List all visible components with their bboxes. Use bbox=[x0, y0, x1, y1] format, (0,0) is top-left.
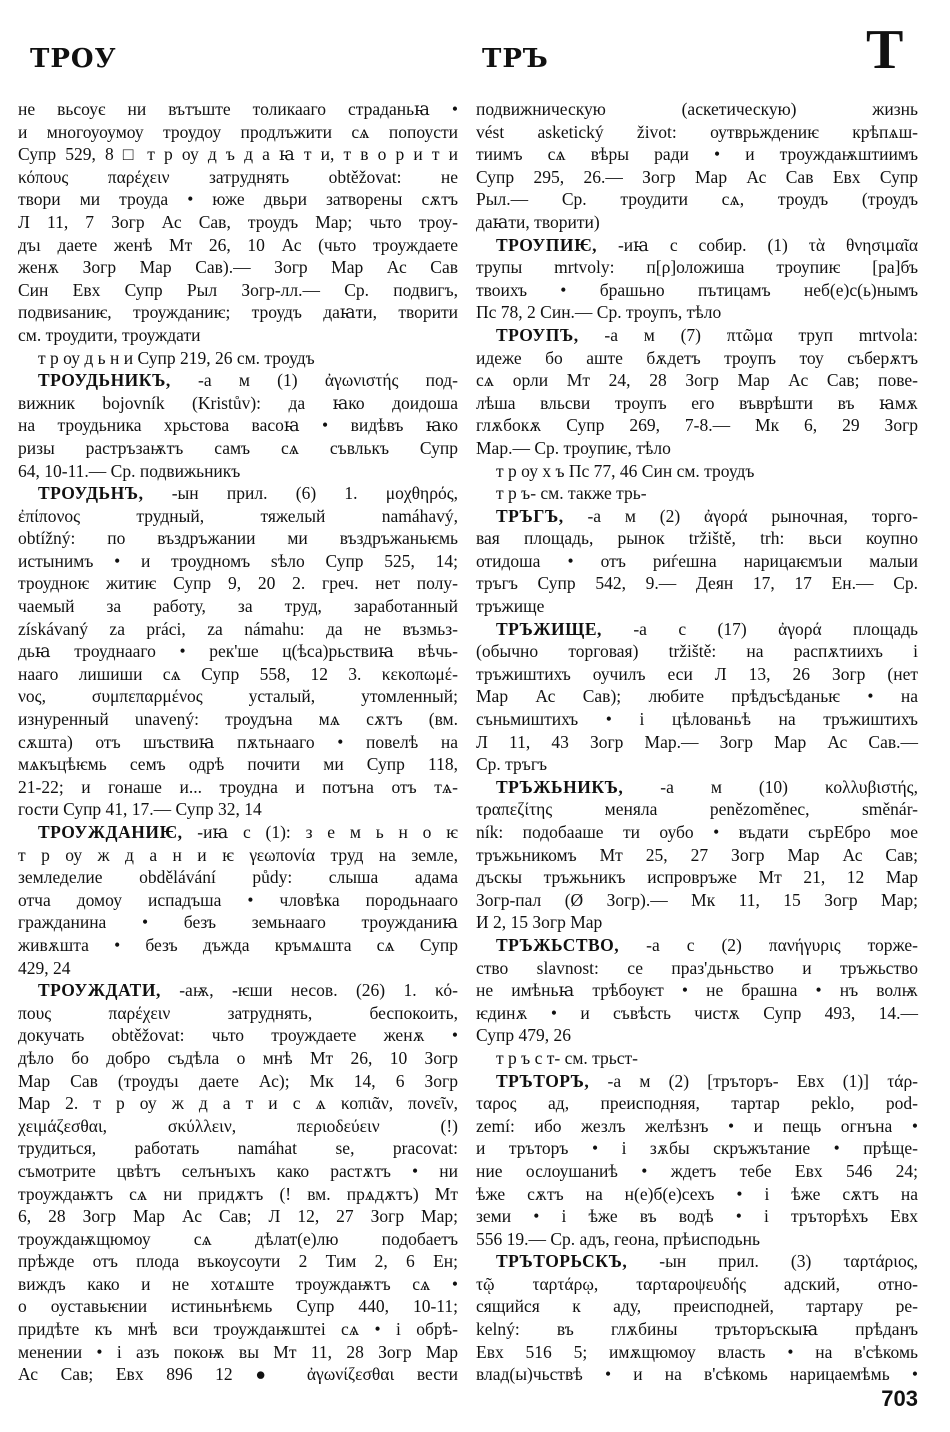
text-line: Мар Сав (троудъı даете Ас); Мк 14, 6 Зогр bbox=[18, 1070, 458, 1091]
text-line: тръжище bbox=[476, 596, 545, 617]
dictionary-entry bbox=[476, 1250, 918, 1386]
entry-text: -а м (1) ἀγωνιστής под- bbox=[198, 370, 458, 391]
text-line: на троудьника хрьстова васоꙗ • видѣвъ ꙗко bbox=[18, 415, 458, 436]
entry-paragraph bbox=[476, 482, 918, 505]
text-line: изнуренный unavený: троудъна мѧ сѫтъ (вм. bbox=[18, 709, 458, 730]
text-line: Супр 529, 8 □ т р оу д ъ д а ꙗ т и, т в о р и т и bbox=[18, 144, 458, 165]
text-line: Мар.— Ср. троупиѥ, тѣло bbox=[476, 437, 671, 458]
text-line: 429, 24 bbox=[18, 957, 71, 978]
dictionary-entry bbox=[476, 324, 918, 460]
text-line: нааго лишиши сѧ Супр 558, 12 3. κεκοπωμέ- bbox=[18, 663, 458, 684]
dictionary-entry bbox=[18, 979, 458, 1386]
text-line: живѫшта • безъ дъжда кръмѧшта сѧ Супр bbox=[18, 934, 458, 955]
entry-text: -иꙗ с собир. (1) τὰ θνησιμαῖα bbox=[617, 234, 918, 255]
text-line bbox=[476, 324, 918, 347]
text-line: сѫшта) отъ шъствиꙗ пѫтьнааго • повелѣ на bbox=[18, 731, 458, 752]
text-line: см. троудити, троуждати bbox=[18, 324, 201, 345]
entry-text: -ын прил. (3) ταρτάριος, bbox=[659, 1251, 918, 1272]
text-line bbox=[18, 482, 458, 505]
text-line: ризы растръзаѭтъ самъ сѧ съвлькъ Супр bbox=[18, 437, 458, 458]
dictionary-entry bbox=[18, 482, 458, 821]
text-line: троуждаѭтъ сѧ ни придѫтъ (! вм. прѧдѫтъ) Мт bbox=[18, 1183, 458, 1204]
entry-paragraph bbox=[18, 98, 458, 347]
text-line bbox=[476, 776, 918, 799]
dictionary-entry bbox=[476, 1070, 918, 1251]
text-line: т р ъ- см. также трь- bbox=[496, 483, 647, 504]
text-line: земи • і ѣже въ водѣ • і тръторѣхъ Евх bbox=[476, 1206, 918, 1227]
text-line: придѣте къ мнѣ вси троуждаѭштеі сѧ • і обрѣ- bbox=[18, 1319, 458, 1340]
text-line bbox=[476, 1070, 918, 1093]
entry-text: -а м (2) [тръторъ- Евх (1)] τάρ- bbox=[607, 1070, 919, 1091]
headword: ТРОУПЪ, bbox=[496, 324, 579, 345]
text-line bbox=[476, 1250, 918, 1273]
text-line: 6, 28 Зогр Мар Ас Сав; Л 12, 27 Зогр Мар; bbox=[18, 1206, 458, 1227]
text-line: отидоша • отъ риѓешна нарицаѥмъıи малыи bbox=[476, 550, 918, 571]
right-column bbox=[476, 98, 918, 1386]
headword: ТРЪТОРЪ, bbox=[496, 1070, 590, 1091]
text-line: Супр 295, 26.— Зогр Мар Ас Сав Евх Супр bbox=[476, 166, 918, 187]
text-line: ἐπίπονος трудный, тяжелый namáhavý, bbox=[18, 505, 458, 526]
text-line: менении • і азъ покоѭ вы Мт 11, 28 Зогр Мар bbox=[18, 1341, 458, 1362]
dictionary-entry bbox=[476, 234, 918, 324]
text-line: ѥдинѫ • и съвѣсть чистѫ Супр 493, 14.— bbox=[476, 1002, 918, 1023]
entry-text: -а м (2) ἀγορά рыночная, торго- bbox=[587, 505, 918, 526]
headword: ТРЪГЪ, bbox=[496, 505, 564, 526]
text-line: сѧ орли Мт 24, 28 Зогр Мар Ас Сав; пове- bbox=[476, 370, 918, 391]
text-line: и тръторъ • і зѫбы скръжътание • прѣще- bbox=[476, 1138, 918, 1159]
text-line: obtížný: по въздръжании ми въздръжаньѥмь bbox=[18, 528, 458, 549]
text-line: т р оу д ь н и Супр 219, 26 см. троудъ bbox=[38, 347, 315, 368]
entry-paragraph bbox=[18, 347, 458, 370]
text-line: съньмиштихъ • і цѣлованьѣ на тръжиштихъ bbox=[476, 709, 918, 730]
text-line: ние ослоушаниѣ • ждетъ тебе Евх 546 24; bbox=[476, 1160, 918, 1181]
text-line: подвижническую (аскетическую) жизнь bbox=[476, 99, 918, 119]
text-line: дьꙗ троуднааго • рек'ше ц(ѣса)рьствиꙗ вѣчь- bbox=[18, 641, 458, 662]
text-line: тръгъ Супр 542, 9.— Деян 17, 17 Ен.— Ср. bbox=[476, 573, 918, 594]
dictionary-entry bbox=[476, 618, 918, 776]
entry-text: -а м (10) κολλυβιστής, bbox=[660, 776, 918, 797]
text-line: тръжиштихъ оучилъ еси Л 13, 26 Зогр (нет bbox=[476, 663, 918, 684]
text-line: zemí: ибо жезлъ желѣзнъ • и пещь огнъна • bbox=[476, 1115, 918, 1136]
headword: ТРОУЖДАНИѤ, bbox=[38, 822, 183, 842]
text-line: Супр 479, 26 bbox=[476, 1025, 571, 1046]
text-line: Мар Ас Сав); любите прѣдъсѣданьѥ • на bbox=[476, 686, 918, 707]
headword: ТРЪЖИЩЕ, bbox=[496, 618, 602, 639]
text-line: женѫ Зогр Мар Сав).— Зогр Мар Ас Сав bbox=[18, 257, 458, 278]
text-line: ство slavnost: се праз'дьньство и тръжьство bbox=[476, 957, 918, 978]
text-line: троудноѥ житиѥ Супр 9, 20 2. греч. нет полу- bbox=[18, 573, 458, 594]
headword: ТРОУПИѤ, bbox=[496, 234, 597, 255]
text-line: И 2, 15 Зогр Мар bbox=[476, 912, 603, 933]
headword: ТРЪЖЬНИКЪ, bbox=[496, 776, 624, 797]
text-line bbox=[18, 979, 458, 1002]
text-line: Рыл.— Ср. троудити сѧ, троудъ (троудъ bbox=[476, 189, 918, 210]
running-head-center: ТРЪ bbox=[482, 44, 549, 74]
text-line: Евх 516 5; имѫщюмоу власть • на в'сѣкомь bbox=[476, 1341, 918, 1362]
text-line: т р оу х ъ Пс 77, 46 Син см. троудъ bbox=[496, 460, 755, 481]
text-line: Л 11, 7 Зогр Ас Сав, троудъ Мар; чьто троу- bbox=[18, 211, 458, 232]
text-line: νος, συμπεπαρμένος усталый, утомленный; bbox=[18, 686, 458, 707]
text-line: виждъ како и не хотѧште троуждаѭтъ сѧ • bbox=[18, 1273, 458, 1294]
text-line: сящийся к аду, преисподней, тартару pe- bbox=[476, 1296, 918, 1317]
text-line: отча домоу испадъша • чловѣка породьнааго bbox=[18, 889, 458, 910]
text-line: Ср. тръгъ bbox=[476, 754, 548, 775]
text-line: ταρος ад, преисподняя, тартар peklo, pod- bbox=[476, 1093, 918, 1114]
text-line: истынимъ • и троудномъ ѕѣло Супр 525, 14; bbox=[18, 550, 458, 571]
text-line: získávaný za práci, za námahu: да не възмьз- bbox=[18, 618, 458, 639]
text-line: 64, 10-11.— Ср. подвижьникъ bbox=[18, 460, 241, 481]
text-line: влад(ы)чьствѣ • и на в'сѣкомь нарицаемѣмь • bbox=[476, 1364, 918, 1385]
dictionary-entry bbox=[476, 934, 918, 1047]
text-line: тиимъ сѧ вѣры ради • и троуждаѭштиимъ bbox=[476, 144, 918, 165]
text-line: лѣша вльсви троупъ его въврѣшти въ ꙗмѫ bbox=[476, 392, 918, 413]
text-line: κόπους παρέχειν затруднять obtěžovat: не bbox=[18, 166, 458, 187]
section-letter: Т bbox=[866, 19, 904, 81]
text-line: kelný: въ глѫбины тръторъскыꙗ прѣданъ bbox=[476, 1319, 918, 1340]
text-line: не вьсоує ни вътъште толикааго страданьꙗ • bbox=[18, 99, 458, 119]
text-line: 21-22; и гонаше и... троудна и потъна отъ тѧ- bbox=[18, 776, 458, 797]
headword: ТРОУДЬНИКЪ, bbox=[38, 370, 171, 391]
dictionary-entry bbox=[18, 369, 458, 482]
left-column bbox=[18, 98, 458, 1386]
text-line bbox=[18, 821, 458, 844]
entry-text: -иꙗ с (1): з е м ь н о ѥ bbox=[197, 822, 458, 842]
text-line: πους παρέχειν затруднять, беспокоить, bbox=[18, 1002, 458, 1023]
text-line: ník: подобааше ти оубо • въдати сърЕбро мое bbox=[476, 822, 918, 842]
headword: ТРЪТОРЬСКЪ, bbox=[496, 1251, 628, 1272]
text-line: Ас Сав; Евх 896 12 ● ἀγωνίζεσθαι вести bbox=[18, 1364, 458, 1385]
text-line: трупы mrtvoly: п[ρ]оложиша троупиѥ [ра]бъ bbox=[476, 257, 918, 278]
text-line: гражданина • безъ земьнааго троужданиꙗ bbox=[18, 912, 458, 933]
text-line: дъскы тръжьникъ испровръже Мт 21, 12 Мар bbox=[476, 867, 918, 888]
text-line: земледелие obdělávání půdy: слыша адама bbox=[18, 867, 458, 888]
text-line: глѫбокѫ Супр 269, 7-8.— Мк 6, 29 Зогр bbox=[476, 415, 918, 436]
page-number: 703 bbox=[881, 1386, 918, 1411]
entry-text: -ын прил. (6) 1. μοχθηρός, bbox=[171, 483, 458, 504]
text-line: vést asketický život: оутврьждениѥ крѣпѧш- bbox=[476, 121, 918, 142]
text-line: Пс 78, 2 Син.— Ср. троупъ, тѣло bbox=[476, 302, 722, 323]
text-line: о оуставьѥнии истиньнѣѥмь Супр 440, 10-11; bbox=[18, 1296, 458, 1317]
entry-text: -а с (2) πανήγυρις торже- bbox=[646, 934, 918, 955]
text-line bbox=[18, 369, 458, 392]
text-line: (обычно торговая) tržiště: на распѫтиихъ і bbox=[476, 641, 918, 662]
text-line: даꙗти, творити) bbox=[476, 211, 600, 232]
text-line: твоихъ • брашьно пътицамъ неб(е)с(ь)нымъ bbox=[476, 279, 918, 300]
entry-text: -аѭ, -ѥши несов. (26) 1. κό- bbox=[179, 980, 459, 1001]
text-line: дѣло бо добро съдѣла о мнѣ Мт 26, 10 Зогр bbox=[18, 1047, 458, 1068]
text-line: трудиться, работать namáhat se, pracovat: bbox=[18, 1138, 458, 1159]
text-line: т р ъ с т- см. трьст- bbox=[496, 1047, 638, 1068]
dictionary-entry bbox=[476, 505, 918, 618]
text-line: χειμάζεσθαι, σκύλλειν, περιοδεύειν (!) bbox=[18, 1115, 458, 1136]
headword: ТРОУДЬНЪ, bbox=[38, 483, 144, 504]
text-line: т р оу ж д а н и ѥ γεωπονία труд на земле, bbox=[18, 844, 458, 865]
headword: ТРОУЖДАТИ, bbox=[38, 980, 161, 1001]
text-line: 556 19.— Ср. адъ, геона, прѣисподьнь bbox=[476, 1228, 760, 1249]
entry-paragraph bbox=[476, 1047, 918, 1070]
text-line: мѧкъцѣѥмь семъ одрѣ почити ми Супр 118, bbox=[18, 754, 458, 775]
entry-text: -а м (7) πτῶμα труп mrtvola: bbox=[604, 324, 918, 345]
text-line: и многоуоумоу троудоу продлъжити сѧ попоусти bbox=[18, 121, 458, 142]
text-line: троуждаѭщюмоу сѧ дѣлат(е)лю подобаетъ bbox=[18, 1228, 458, 1249]
entry-paragraph bbox=[476, 98, 918, 234]
text-line: Мар 2. т р оу ж д а т и с ѧ κοπιᾶν, πονεῖν, bbox=[18, 1093, 458, 1114]
text-line: гости Супр 41, 17.— Супр 32, 14 bbox=[18, 799, 262, 820]
dictionary-entry bbox=[18, 821, 458, 979]
text-line: подвиѕаниѥ, троужданиѥ; троудъ даꙗти, творити bbox=[18, 302, 458, 323]
text-line: съмотрите цвѣтъ селънъıхъ како растѫтъ • ни bbox=[18, 1160, 458, 1181]
text-line: Зогр-пал (Ø Зогр).— Мк 11, 15 Зогр Мар; bbox=[476, 889, 918, 910]
entry-text: -а с (17) ἀγορά площадь bbox=[633, 618, 919, 639]
text-line: вая площадь, рынок tržiště, trh: вьси коупно bbox=[476, 528, 918, 549]
text-line: Син Евх Супр Рыл Зогр-лл.— Ср. подвигъ, bbox=[18, 279, 458, 300]
dictionary-entry bbox=[476, 776, 918, 934]
text-line: твори ми троуда • юже двьри затворены сѫтъ bbox=[18, 189, 458, 210]
text-line bbox=[476, 505, 918, 528]
text-line: вижник bojovník (Kristův): да ꙗко доидоша bbox=[18, 392, 458, 413]
text-line: не имѣньꙗ трѣбоуѥт • не брашна • нъ волѭ bbox=[476, 980, 918, 1001]
text-line: тръжьникомъ Мт 25, 27 Зогр Мар Ас Сав; bbox=[476, 844, 918, 865]
text-line bbox=[476, 618, 918, 641]
text-line bbox=[476, 234, 918, 257]
text-line: ѣже сѫтъ на н(е)б(е)сехъ • і ѣже сѫтъ на bbox=[476, 1183, 918, 1204]
text-line: докучать obtěžovat: чьто троуждаете женѫ • bbox=[18, 1025, 458, 1046]
entry-paragraph bbox=[476, 460, 918, 483]
running-head-left: ТРОУ bbox=[30, 44, 117, 74]
text-line: Л 11, 43 Зогр Мар.— Зогр Мар Ас Сав.— bbox=[476, 731, 918, 752]
text-line: чаемый за работу, за труд, заработанный bbox=[18, 596, 458, 617]
text-line bbox=[476, 934, 918, 957]
text-line: τραπεζίτης меняла penězoměnec, směnár- bbox=[476, 799, 918, 820]
text-line: дъı даете женѣ Мт 26, 10 Ас (чьто троуждаете bbox=[18, 234, 458, 255]
text-line: идеже бо аште бѫдетъ троупъ тоу съберѫтъ bbox=[476, 347, 918, 368]
text-line: τῷ ταρτάρῳ, ταρταροψευδής адский, отно- bbox=[476, 1273, 918, 1294]
text-line: прѣжде отъ плода въкоусоути 2 Тим 2, 6 Ен; bbox=[18, 1251, 458, 1272]
headword: ТРЪЖЬСТВО, bbox=[496, 934, 620, 955]
